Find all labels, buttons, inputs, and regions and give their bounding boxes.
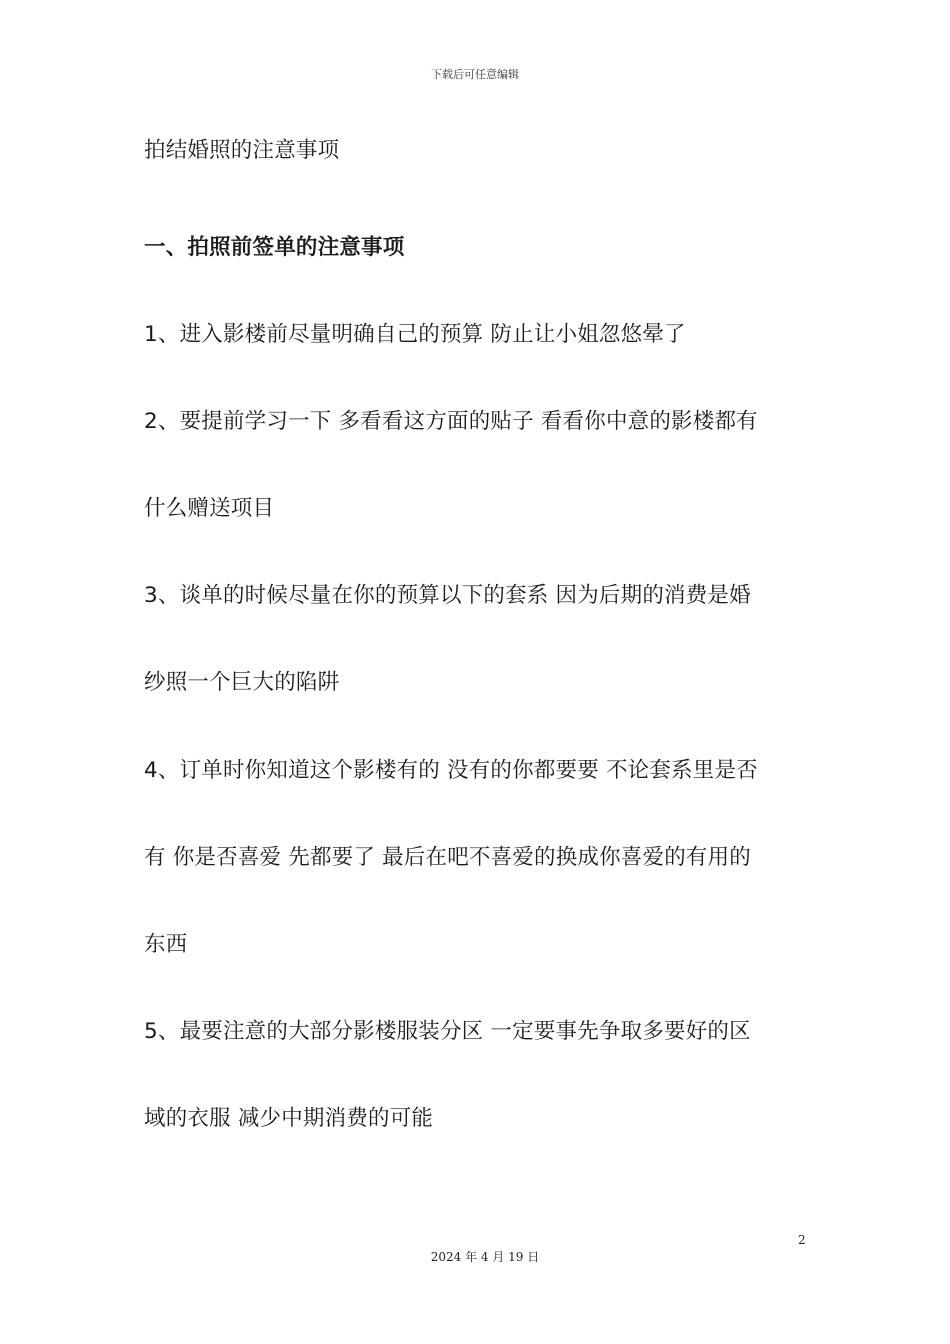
body-line: 东西 bbox=[144, 932, 188, 957]
body-line: 5、最要注意的大部分影楼服装分区 一定要事先争取多要好的区 bbox=[144, 1019, 751, 1044]
page-number: 2 bbox=[798, 1233, 806, 1247]
body-line: 1、进入影楼前尽量明确自己的预算 防止让小姐忽悠晕了 bbox=[144, 322, 686, 347]
body-line: 2、要提前学习一下 多看看这方面的贴子 看看你中意的影楼都有 bbox=[144, 409, 758, 434]
footer-date: 2024 年 4 月 19 日 bbox=[430, 1250, 540, 1264]
body-line: 3、谈单的时候尽量在你的预算以下的套系 因为后期的消费是婚 bbox=[144, 583, 751, 608]
body-line: 域的衣服 减少中期消费的可能 bbox=[144, 1106, 434, 1131]
document-title: 拍结婚照的注意事项 bbox=[144, 138, 340, 163]
body-line: 4、订单时你知道这个影楼有的 没有的你都要要 不论套系里是否 bbox=[144, 758, 758, 783]
body-line: 纱照一个巨大的陷阱 bbox=[144, 670, 340, 695]
section-heading: 一、拍照前签单的注意事项 bbox=[144, 235, 405, 260]
body-line: 什么赠送项目 bbox=[144, 496, 275, 521]
header-note: 下载后可任意编辑 bbox=[431, 68, 519, 81]
body-line: 有 你是否喜爱 先都要了 最后在吧不喜爱的换成你喜爱的有用的 bbox=[144, 845, 752, 870]
